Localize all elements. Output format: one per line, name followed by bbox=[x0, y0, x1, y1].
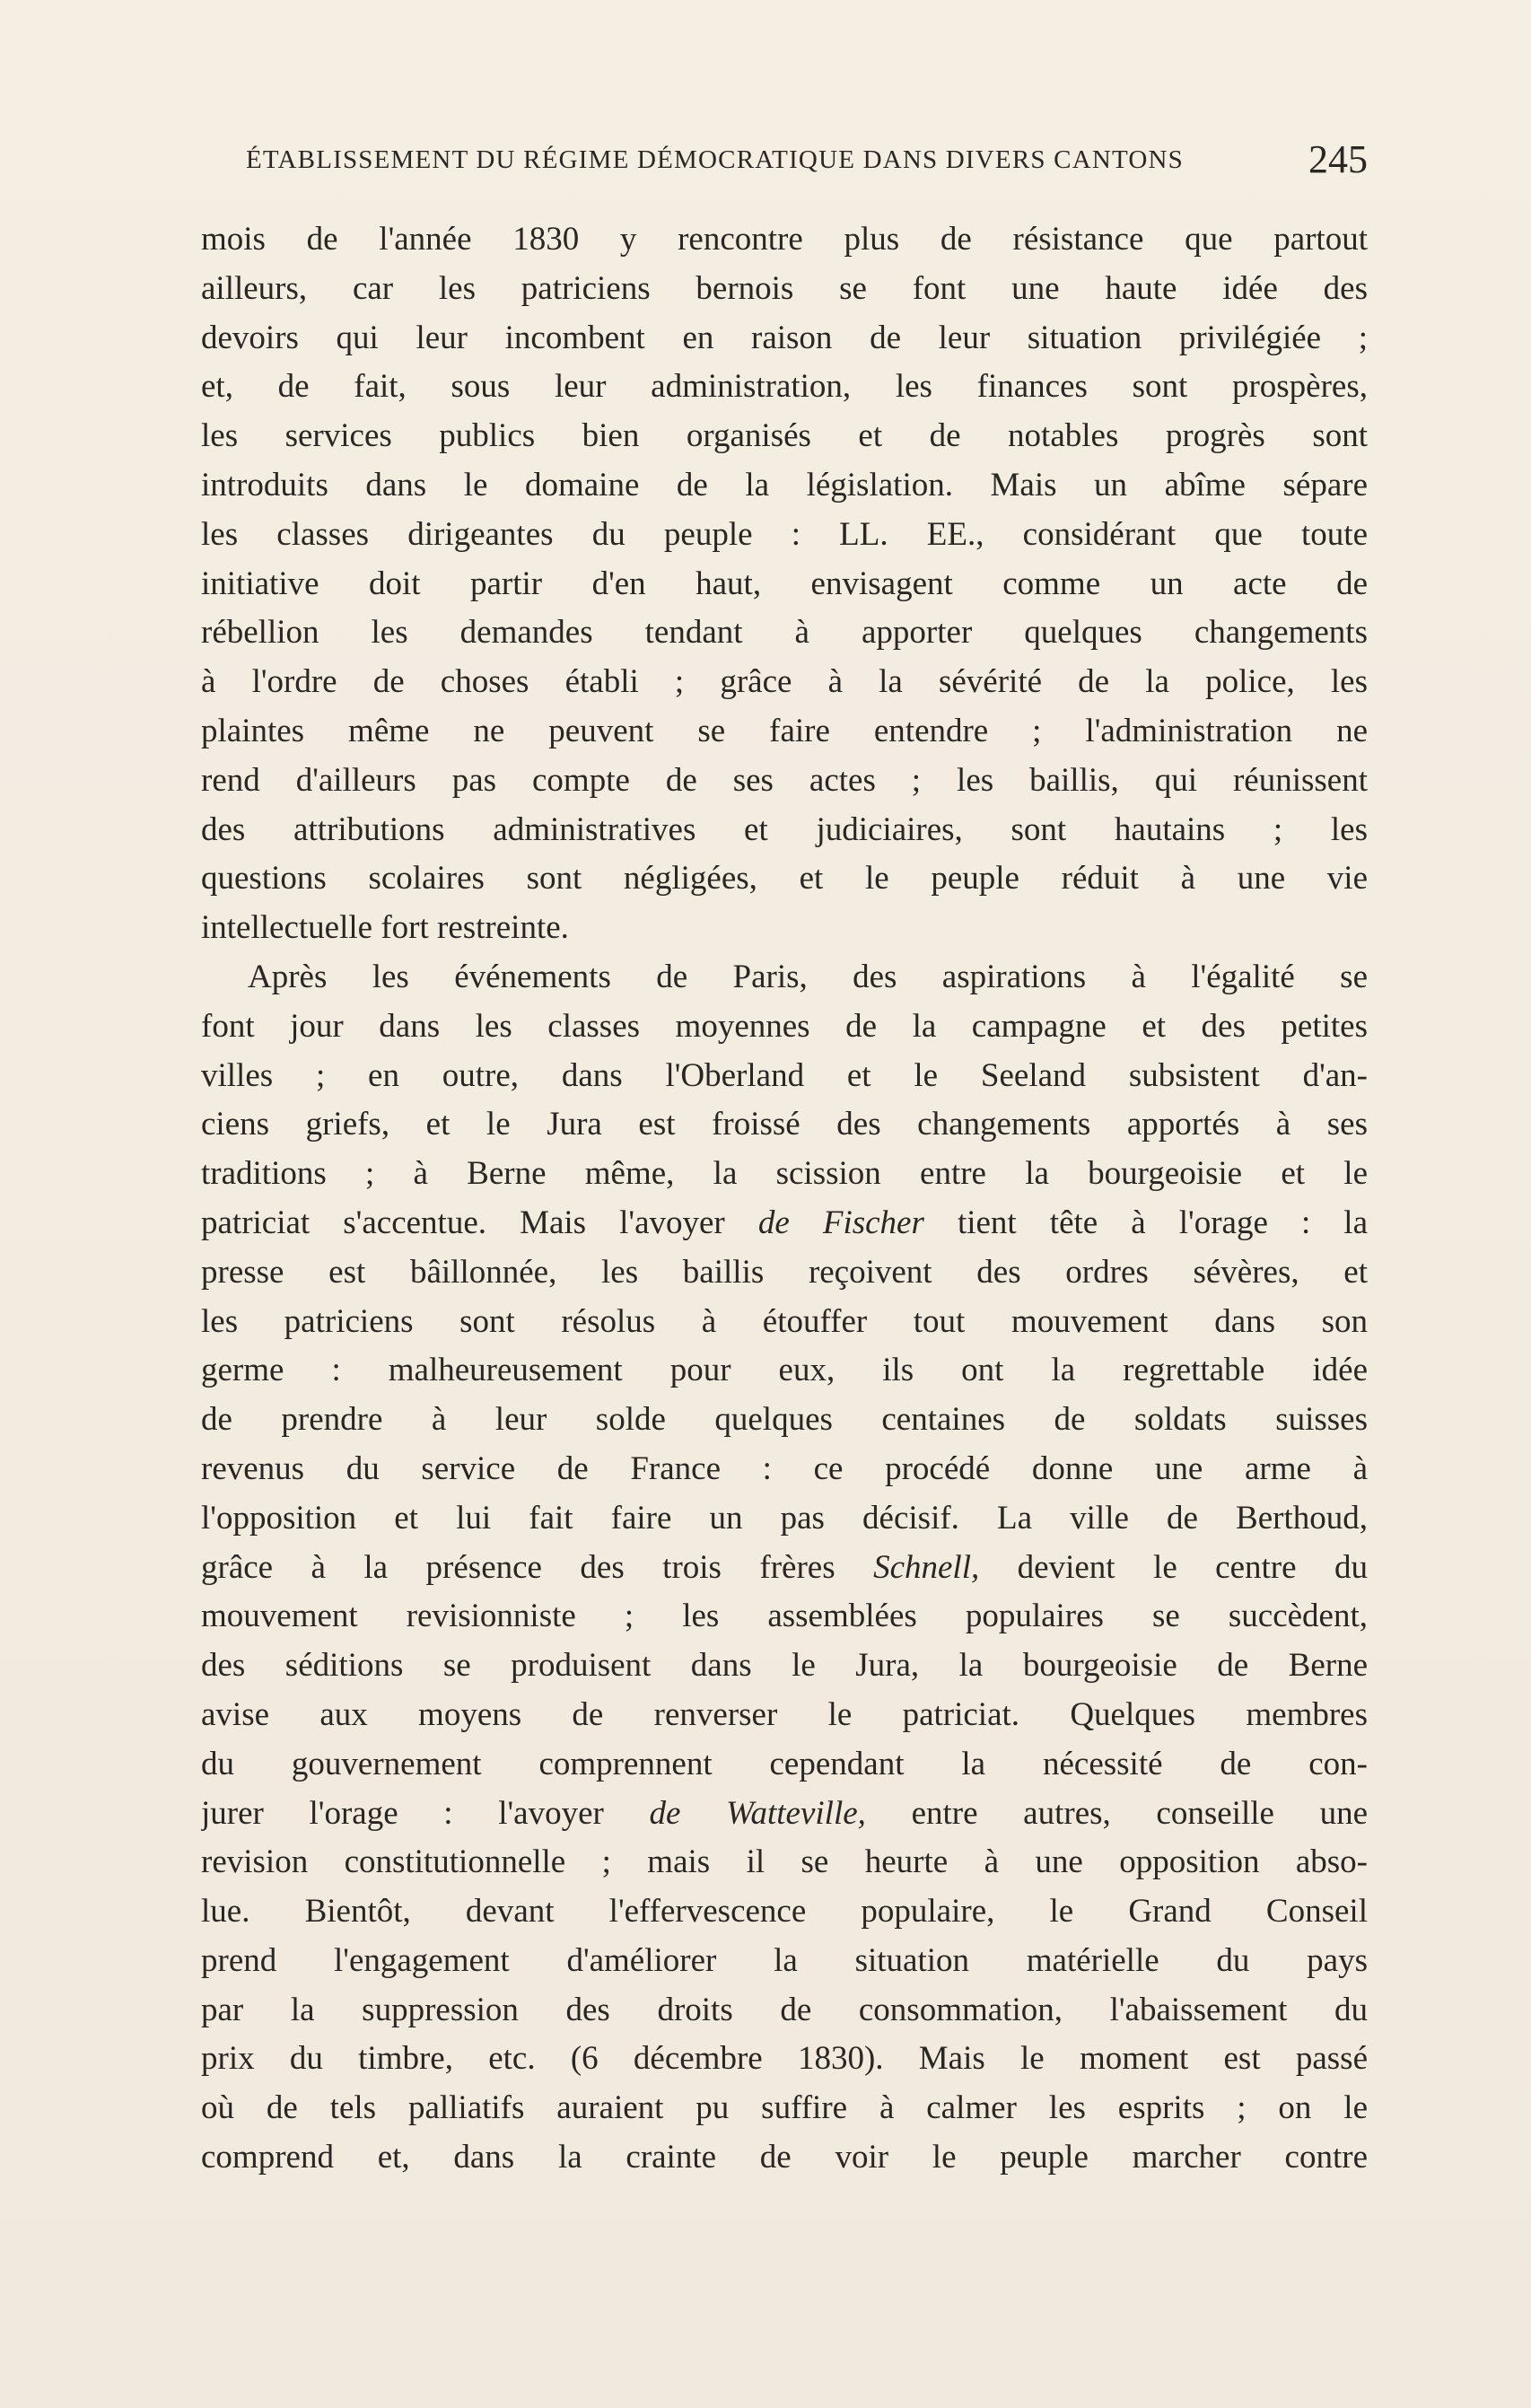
italic-name: de Watteville, bbox=[649, 1794, 866, 1832]
text-line: prend l'engagement d'améliorer la situation matérielle du pays bbox=[201, 1941, 1368, 1979]
text-line: du gouvernement comprennent cependant la nécessité de con- bbox=[201, 1745, 1368, 1782]
page-number: 245 bbox=[1308, 137, 1368, 181]
text-line: des attributions administratives et judiciaires, sont hautains ; les bbox=[201, 810, 1368, 848]
text-line: initiative doit partir d'en haut, envisagent comme un acte de bbox=[201, 565, 1368, 602]
text-segment: tient tête à l'orage : la bbox=[923, 1204, 1368, 1241]
text-segment: patriciat s'accentue. Mais l'avoyer bbox=[201, 1204, 725, 1241]
text-line: de prendre à leur solde quelques centaines de soldats suisses bbox=[201, 1401, 1368, 1439]
text-line: avise aux moyens de renverser le patriciat. Quelques membres bbox=[201, 1695, 1368, 1733]
text-line bbox=[201, 1199, 1368, 1248]
text-line: où de tels palliatifs auraient pu suffire à calmer les esprits ; on le bbox=[201, 2089, 1368, 2127]
text-segment: entre autres, conseille une bbox=[865, 1794, 1368, 1832]
text-line: plaintes même ne peuvent se faire entendre ; l'administration ne bbox=[201, 712, 1368, 749]
text-line: mouvement revisionniste ; les assemblées populaires se succèdent, bbox=[201, 1598, 1368, 1635]
text-line: traditions ; à Berne même, la scission entre la bourgeoisie et le bbox=[201, 1155, 1368, 1193]
text-line: prix du timbre, etc. (6 décembre 1830). Mais le moment est passé bbox=[201, 2040, 1368, 2078]
text-segment: devient le centre du bbox=[979, 1548, 1368, 1586]
text-line: questions scolaires sont négligées, et le peuple réduit à une vie bbox=[201, 860, 1368, 898]
text-line: rend d'ailleurs pas compte de ses actes ; les baillis, qui réunissent bbox=[201, 761, 1368, 799]
text-line: à l'ordre de choses établi ; grâce à la sévérité de la police, les bbox=[201, 663, 1368, 701]
text-line: devoirs qui leur incombent en raison de leur situation privilégiée ; bbox=[201, 319, 1368, 356]
text-line: presse est bâillonnée, les baillis reçoivent des ordres sévères, et bbox=[201, 1253, 1368, 1291]
text-line: les patriciens sont résolus à étouffer tout mouvement dans son bbox=[201, 1302, 1368, 1340]
text-line bbox=[201, 1544, 1368, 1593]
text-line: germe : malheureusement pour eux, ils ont la regrettable idée bbox=[201, 1352, 1368, 1389]
header-title: ÉTABLISSEMENT DU RÉGIME DÉMOCRATIQUE DANS DIVERS CANTONS bbox=[246, 145, 1185, 174]
text-line: les classes dirigeantes du peuple : LL. EE., considérant que toute bbox=[201, 515, 1368, 553]
body-text bbox=[201, 215, 1368, 2183]
text-line: des séditions se produisent dans le Jura, la bourgeoisie de Berne bbox=[201, 1647, 1368, 1685]
text-line: rébellion les demandes tendant à apporter quelques changements bbox=[201, 614, 1368, 652]
text-line: comprend et, dans la crainte de voir le peuple marcher contre bbox=[201, 2139, 1368, 2176]
text-segment: jurer l'orage : l'avoyer bbox=[201, 1794, 604, 1832]
text-segment: grâce à la présence des trois frères bbox=[201, 1548, 835, 1586]
text-line: font jour dans les classes moyennes de la campagne et des petites bbox=[201, 1007, 1368, 1045]
running-header bbox=[199, 137, 1368, 190]
text-line: mois de l'année 1830 y rencontre plus de résistance que partout bbox=[201, 221, 1368, 258]
text-line: lue. Bientôt, devant l'effervescence populaire, le Grand Conseil bbox=[201, 1893, 1368, 1931]
text-line: par la suppression des droits de consommation, l'abaissement du bbox=[201, 1991, 1368, 2028]
text-line bbox=[201, 1790, 1368, 1839]
text-line: introduits dans le domaine de la législation. Mais un abîme sépare bbox=[201, 466, 1368, 503]
text-line: ciens griefs, et le Jura est froissé des changements apportés à ses bbox=[201, 1106, 1368, 1143]
text-line: revenus du service de France : ce procédé donne une arme à bbox=[201, 1449, 1368, 1487]
text-line: revision constitutionnelle ; mais il se heurte à une opposition abso- bbox=[201, 1843, 1368, 1881]
text-line: villes ; en outre, dans l'Oberland et le Seeland subsistent d'an- bbox=[201, 1056, 1368, 1094]
text-line: et, de fait, sous leur administration, les finances sont prospères, bbox=[201, 368, 1368, 406]
text-line: intellectuelle fort restreinte. bbox=[201, 909, 569, 947]
text-line: les services publics bien organisés et de notables progrès sont bbox=[201, 417, 1368, 455]
text-line: l'opposition et lui fait faire un pas décisif. La ville de Berthoud, bbox=[201, 1499, 1368, 1537]
text-line: Après les événements de Paris, des aspirations à l'égalité se bbox=[248, 958, 1368, 995]
italic-name: de Fischer bbox=[757, 1204, 924, 1241]
italic-name: Schnell, bbox=[873, 1548, 980, 1586]
text-line: ailleurs, car les patriciens bernois se font une haute idée des bbox=[201, 269, 1368, 307]
